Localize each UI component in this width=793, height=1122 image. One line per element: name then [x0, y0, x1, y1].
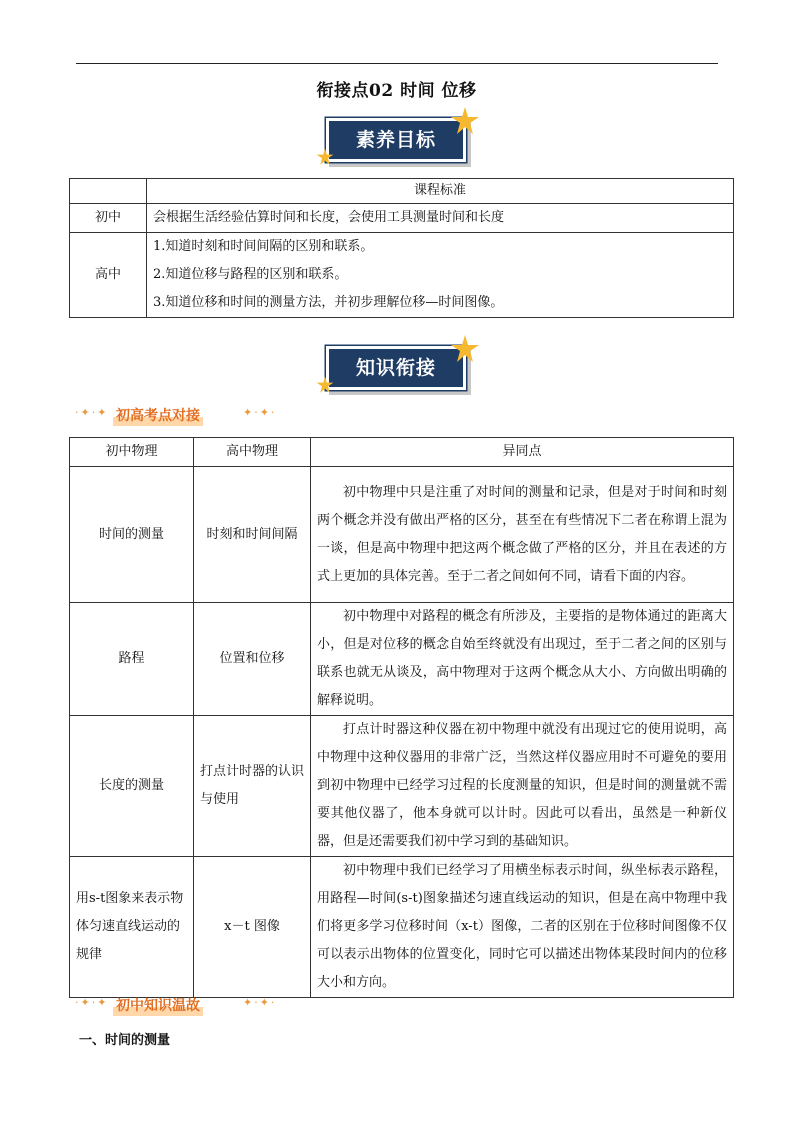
standards-senior-text: 1.知道时刻和时间间隔的区别和联系。 2.知道位移与路程的区别和联系。 3.知道位移和时间的测量方法，并初步理解位移—时间图像。	[147, 233, 734, 318]
difference-text: 初中物理中对路程的概念有所涉及，主要指的是物体通过的距离大小，但是对位移的概念自始至终就没有出现过，至于二者之间的区别与联系也就无从谈及，高中物理对于这两个概念从大小、方向做出明确的解释说明。	[311, 603, 734, 716]
sparkle-dots-icon: ·✦·✦	[75, 996, 109, 1009]
star-icon	[450, 334, 480, 364]
junior-topic: 路程	[70, 603, 194, 716]
banner-goal	[326, 118, 466, 162]
junior-topic: 长度的测量	[70, 716, 194, 857]
difference-text: 打点计时器这种仪器在初中物理中就没有出现过它的使用说明，高中物理中这种仪器用的非常广泛，当然这样仪器应用时不可避免的要用到初中物理中已经学习过程的长度测量的知识，但是时间的测量就不需要其他仪器了，他本身就可以计时。因此可以看出，虽然是一种新仪器，但是还需要我们初中学习到的基础知识。	[311, 716, 734, 857]
section-heading: 一、时间的测量	[79, 1033, 171, 1048]
comparison-header-senior: 高中物理	[194, 438, 311, 467]
star-icon	[450, 106, 480, 136]
standards-level-senior: 高中	[70, 233, 147, 318]
section-tag-review	[75, 996, 285, 1016]
senior-topic: x－t 图像	[194, 857, 311, 998]
comparison-header-diff: 异同点	[311, 438, 734, 467]
section-tag-compare-label: 初高考点对接	[113, 406, 203, 426]
comparison-table	[69, 437, 734, 998]
standards-header-empty	[70, 179, 147, 204]
difference-text: 初中物理中我们已经学习了用横坐标表示时间，纵坐标表示路程，用路程—时间(s-t)图象描述匀速直线运动的知识，但是在高中物理中我们将更多学习位移时间（x-t）图像，二者的区别在于位移时间图像不仅可以表示出物体的位置变化，同时它可以描述出物体某段时间内的位移大小和方向。	[311, 857, 734, 998]
standards-table	[69, 178, 734, 318]
section-tag-review-label: 初中知识温故	[113, 996, 203, 1016]
table-row	[70, 467, 734, 603]
banner-goal-label: 素养目标	[355, 129, 436, 151]
standards-junior-text: 会根据生活经验估算时间和长度，会使用工具测量时间和长度	[147, 204, 734, 233]
junior-topic: 用s-t图象来表示物体匀速直线运动的规律	[70, 857, 194, 998]
sparkle-dots-icon: ✦·✦·	[243, 996, 277, 1009]
sparkle-dots-icon: ·✦·✦	[75, 406, 109, 419]
table-row	[70, 716, 734, 857]
section-tag-compare	[75, 406, 285, 426]
banner-knowledge	[326, 346, 466, 390]
table-row	[70, 857, 734, 998]
standards-header: 课程标准	[147, 179, 734, 204]
banner-knowledge-label: 知识衔接	[355, 357, 436, 379]
senior-topic: 打点计时器的认识与使用	[194, 716, 311, 857]
comparison-header-junior: 初中物理	[70, 438, 194, 467]
document-title: 衔接点02 时间 位移	[316, 81, 477, 101]
senior-topic: 位置和位移	[194, 603, 311, 716]
senior-topic: 时刻和时间间隔	[194, 467, 311, 603]
table-row	[70, 603, 734, 716]
difference-text: 初中物理中只是注重了对时间的测量和记录，但是对于时间和时刻两个概念并没有做出严格的区分，甚至在有些情况下二者在称谓上混为一谈，但是高中物理中把这两个概念做了严格的区分，并且在表述的方式上更加的具体完善。至于二者之间如何不同，请看下面的内容。	[311, 467, 734, 603]
header-rule	[76, 63, 718, 64]
standards-level-junior: 初中	[70, 204, 147, 233]
junior-topic: 时间的测量	[70, 467, 194, 603]
star-icon	[316, 148, 334, 166]
sparkle-dots-icon: ✦·✦·	[243, 406, 277, 419]
star-icon	[316, 376, 334, 394]
